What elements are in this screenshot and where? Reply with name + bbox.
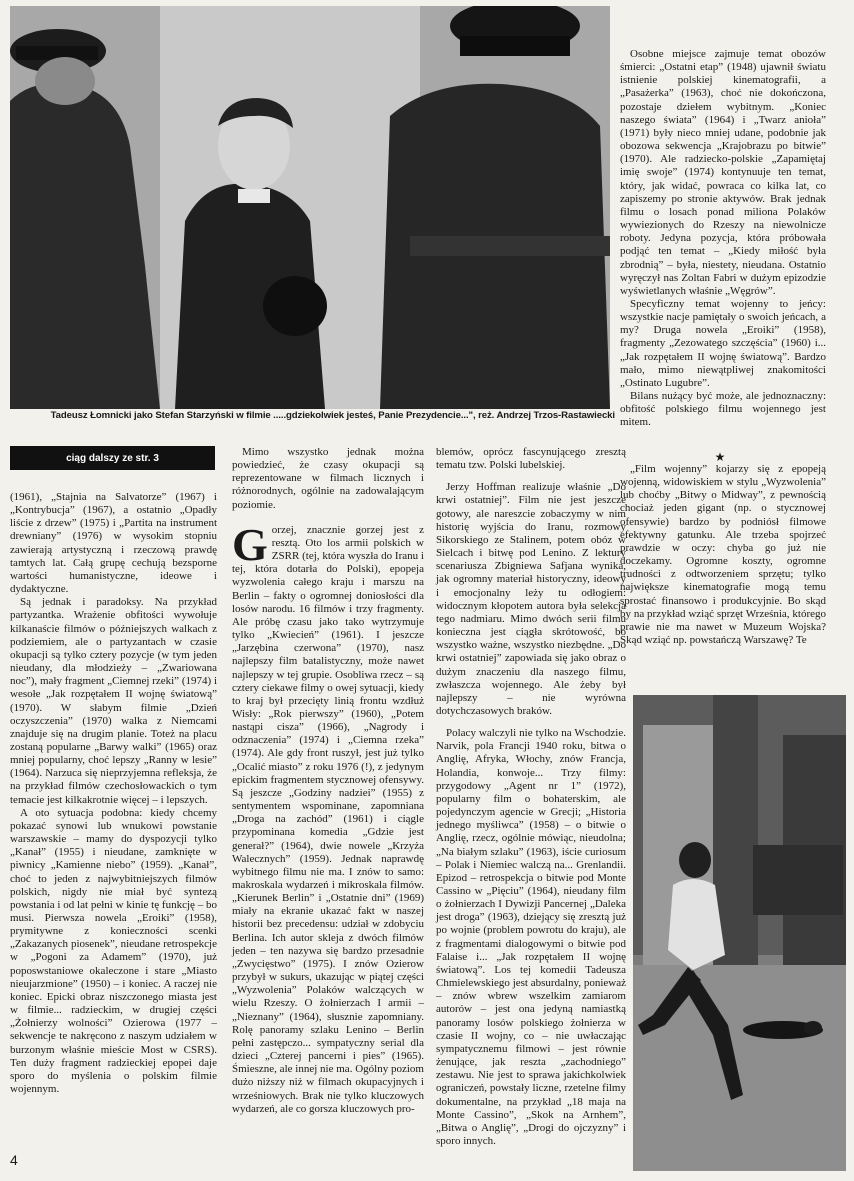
paragraph: Osobne miejsce zajmuje temat obozów śmierci: „Ostatni etap” (1948) ujawnił światu istnienie polskiej kinematografii, a „Pasażerka” (1963), choć nie dokończona, pozostaje dziełem wybitnym. „Koniec naszego świata” (1964) i „Twarz anioła” (1971) były nieco mniej udane, podobnie jak obozowa sekwencja „Krajobrazu po bitwie” (1970). Ale radziecko-polskie „Zapamiętaj imię swoje” (1974) kontynuuje ten temat, który, jak widać, powraca co kilka lat, co zapiszemy po stronie aktywów. Brak jednak filmu o losach ponad miliona Polaków wywiezionych do Rzeszy na niewolnicze roboty. Jedyna pozycja, która próbowała podjąć ten temat – „Kiedy miłość była zbrodnią” – była, niestety, nieudana. Ostatnio wyręczył nas Zoltan Fabri w dużym epizodzie wyświetlanych właśnie „Węgrów”. <box>620 48 826 297</box>
street-scene-illustration <box>633 695 846 1171</box>
paragraph: „Film wojenny” kojarzy się z epopeją wojenną, widowiskiem w stylu „Wyzwolenia” lub choćby „Bitwy o Midway”, z pewnością chociaż jeden gigant (np. o stycznowej ofensywie) bardzo by podniósł filmowe efektywny gatunku. Ale trzeba spojrzeć prawdzie w oczy: chyba go już nie doczekamy. Ogromne koszty, ogromne trudności z odtworzeniem sprzętu; tylko największe kinematografie mogą temu sprostać finansowo i produkcyjnie. Bo skąd by na przykład wziąć sprzęt Września, którego prawie nie ma nawet w Muzeum Wojska? Skąd wziąć np. powstańczą Warszawę? Te <box>620 463 826 647</box>
article-column-4 <box>620 48 826 430</box>
article-column-1 <box>10 491 217 1096</box>
continued-from-banner: ciąg dalszy ze str. 3 <box>10 446 215 470</box>
paragraph: (1961), „Stajnia na Salvatorze” (1967) i „Kontrybucja” (1967), a ostatnio „Opadły liście z drzew” (1975) i „Partita na instrument drewniany” (1976) w wysokim stopniu zawierają artystyczną i rzeczową prawdę tamtych lat. Całą grupę cechują bezsporne wartości humanistyczne, ideowe i dydaktyczne. <box>10 491 217 596</box>
paragraph: A oto sytuacja podobna: kiedy chcemy pokazać synowi lub wnukowi powstanie warszawskie – mamy do dyspozycji tylko „Kanał” (1955) i nieudane, zamknięte w piwnicy „Kamienne niebo” (1959). „Kanał”, choć to jeden z najwybitniejszych filmów polskich, nigdy nie miał być syntezą powstania i od lat pełni w kinie tę funkcję – bo musi. Pierwsza nowela „Eroiki” (1958), prymitywne z konieczności scenki „Zakazanych piosenek”, nieudane retrospekcje w „Pogoni za Adamem” (1970), już poposwstaniowe okaleczone i stare „Miasto nieujarzmione” (1950) – i koniec. A raczej nie koniec. Epicki obraz niszczonego miasta jest w filmie... radzieckim, w drugiej części „Żołnierzy wolności” Ozierowa (1977 – sekwencje te nakręcono z naszym udziałem w burzonym właśnie mieście Most w CSRS). Ten duży fragment radzieckiej epopei daje sporo do myślenia o polskim filmie wojennym. <box>10 806 217 1096</box>
street-scene-photo <box>633 695 846 1171</box>
paragraph: Bilans nużący być może, ale jednoznaczny: obfitość polskiego filmu wojennego jest mitem. <box>620 390 826 429</box>
page-number: 4 <box>10 1152 18 1168</box>
paragraph-with-drop-cap <box>232 518 424 1116</box>
article-column-4-continued <box>620 463 826 647</box>
film-still-photo <box>10 6 610 409</box>
paragraph: Mimo wszystko jednak można powiedzieć, że czasy okupacji są reprezentowane w filmach licznych i różnorodnych, ogólnie na zadowalającym poziomie. <box>232 446 424 511</box>
paragraph-text: orzej, znacznie gorzej jest z resztą. Oto los armii polskich w ZSRR (tej, która wyszła do Iranu i tej, która dotarła do Polski), epopeja wyzwolenia całego kraju i marszu na Berlin – fakty o ogromnej doniosłości dla losów narodu. 16 filmów i trzy fragmenty. Ale próbę czasu jako tako wytrzymuje tylko „Kwiecień” (1961). I jeszcze „Jarzębina czerwona” (1970), nasz najlepszy film batalistyczny, może nawet najlepszy w tej grupie. Osobliwa rzecz – są cztery ciekawe filmy o owej sytuacji, kiedy to kraj był przecięty linią frontu wzdłuż Wisły: „Rok pierwszy” (1960), „Potem nastąpi cisza” (1966), „Nagrody i odznaczenia” (1974) i „Ciemna rzeka” (1974). Ale gdy front ruszył, jest już tylko „Ocalić miasto” z roku 1976 (!), z jedynym epickim fragmentem stycznowej ofensywy. Są jeszcze „Godziny nadziei” (1955) z sentymentem wspominane, zapomniana „Droga na zachód” (1961) i ciągle przypominana komedia „Gdzie jest generał?” (1964), dwie nowele „Krzyża Walecznych” (1959). Jednak naprawdę wybitnego filmu nie ma. I znów to samo: makroskala wydarzeń i mikroskala filmów. „Kierunek Berlin” i „Ostatnie dni” (1969) miały na ekranie ukazać fakt w naszej historii bez precedensu: udział w zdobyciu Berlina. Ich autor skleja z dwóch filmów jeden – ten nazywa się bardzo przesadnie „Zwycięstwo” (1975). I znów Ozierow przybył w sukurs, ukazując w piątej części „Wyzwolenia” Polaków walczących w wielu Rzeszy. O żołnierzach I armii – „Nieznany” (1964), słusznie zapomniany. Rolę panoramy szlaku Lenino – Berlin pełni zastępczo... sympatyczny serial dla dzieci „Czterej pancerni i pies” (1965). Śmieszne, ale innej nie ma. Ogólny poziom dużo niższy niż w filmach okupacyjnych i wrześniowych. Brak nie tylko kluczowych wydarzeń, ale co gorsza kluczowych pro- <box>232 523 424 1115</box>
drop-cap: G <box>232 518 268 570</box>
photo-caption: Tadeusz Łomnicki jako Stefan Starzyński w filmie .....gdziekolwiek jesteś, Panie Prezydencie...", reż. Andrzej Trzos-Rastawiecki <box>50 410 615 421</box>
paragraph: Są jednak i paradoksy. Na przykład partyzantka. Wrażenie obfitości wywołuje kilkanaście filmów o późniejszych walkach z podziemiem, ale o partyzantach w czasie okupacji są tylko cztery pozycje (w tym jeden nieudany, dla młodzieży – „Zwariowana noc”), mały fragment „Ciemnej rzeki” (1974) i wesołe „Jak rozpętałem II wojnę światową” (1970). W słabym filmie „Dzień oczyszczenia” (1970) walka z Niemcami znajduje się na drugim planie. Toteż na placu zostaną popularne „Barwy walki” (1965) oraz mniej popularny, choć lepszy „Ranny w lesie” (1964). Narzuca się nieprzyjemna refleksja, że na przykład filmów czechosłowackich o tym temacie jest kilkakrotnie więcej – i lepszych. <box>10 596 217 806</box>
article-column-3 <box>436 446 626 1148</box>
paragraph: Polacy walczyli nie tylko na Wschodzie. Narvik, pola Francji 1940 roku, bitwa o Anglię, Afryka, Włochy, znów Francja, Holandia, konwoje... Trzy filmy: przygodowy „Agent nr 1” (1972), popularny film o bohaterskim, ale pojedynczym agencie w Grecji; „Historia jednego myśliwca” (1958) – o bitwie o Anglię, rzecz, ogólnie mówiąc, nieudolna; „Na białym szlaku” (1963), iście curiosum – Polak i Niemiec walczą na... Grenlandii. Epizod – retrospekcja o bitwie pod Monte Cassino w „Pięciu” (1964), nieudany film o żołnierzach I Dywizji Pancernej „Daleka jest droga” (1963), dziejący się zresztą już po wojnie (problem powrotu do kraju), ale z fragmentami dialogowymi o bitwie pod Falaise i... „Jak rozpętałem II wojnę światową”. Los tej komedii Tadeusza Chmielewskiego jest absurdalny, ponieważ – znów wbrew wszelkim zamiarom autorów – jest ona jedyną namiastką panoramy losów polskiego żołnierza w czasie II wojny, co – nie uwłaczając sympatycznemu filmowi – jest równie żenujące, jak reszta „zachodniego” zestawu. Nie jest to sprawa jakichkolwiek ograniczeń, powstały liczne, rzetelne filmy dokumentalne, na przykład „18 maja na Monte Cassino”, „Skok na Arnhem”, „Bitwa o Anglię”, „Drogi do ojczyzny” i sporo innych. <box>436 727 626 1147</box>
film-still-illustration <box>10 6 610 409</box>
paragraph: Jerzy Hoffman realizuje właśnie „Do krwi ostatniej”. Film nie jest jeszcze gotowy, ale nareszcie zobaczymy w nim historię wyjścia do Iranu, rozmowy Sikorskiego ze Stalinem, potem obóz w Sielcach i bitwę pod Lenino. Z lektury scenariusza Zbigniewa Safjana wynika, jak ogromny materiał historyczny, ideowy i emocjonalny leży tu odłogiem: widocznym kłopotem autora była selekcja tego nadmiaru. Mimo dwóch serii filmu konieczna jest ciągła skrótowość, bo wszystko ważne, wszystko niezbędne. „Do krwi ostatniej” zapowiada się jako obraz o dużym znaczeniu dla naszego filmu, zwłaszcza wojennego. Ale żeby był najlepszy – nie wyrówna dotychczasowych braków. <box>436 481 626 717</box>
article-column-2 <box>232 446 424 1116</box>
paragraph: blemów, oprócz fascynującego zresztą tematu tzw. Polski lubelskiej. <box>436 446 626 472</box>
paragraph: Specyficzny temat wojenny to jeńcy: wszystkie nacje pamiętały o swoich jeńcach, a my? Druga nowela „Eroiki” (1958), fragmenty „Zezowatego szczęścia” (1960) i... „Jak rozpętałem II wojnę światową”. Bardzo mało, mimo niewątpliwej znakomitości „Ostinato Lugubre”. <box>620 297 826 389</box>
section-divider-star-icon: ★ <box>714 450 726 464</box>
